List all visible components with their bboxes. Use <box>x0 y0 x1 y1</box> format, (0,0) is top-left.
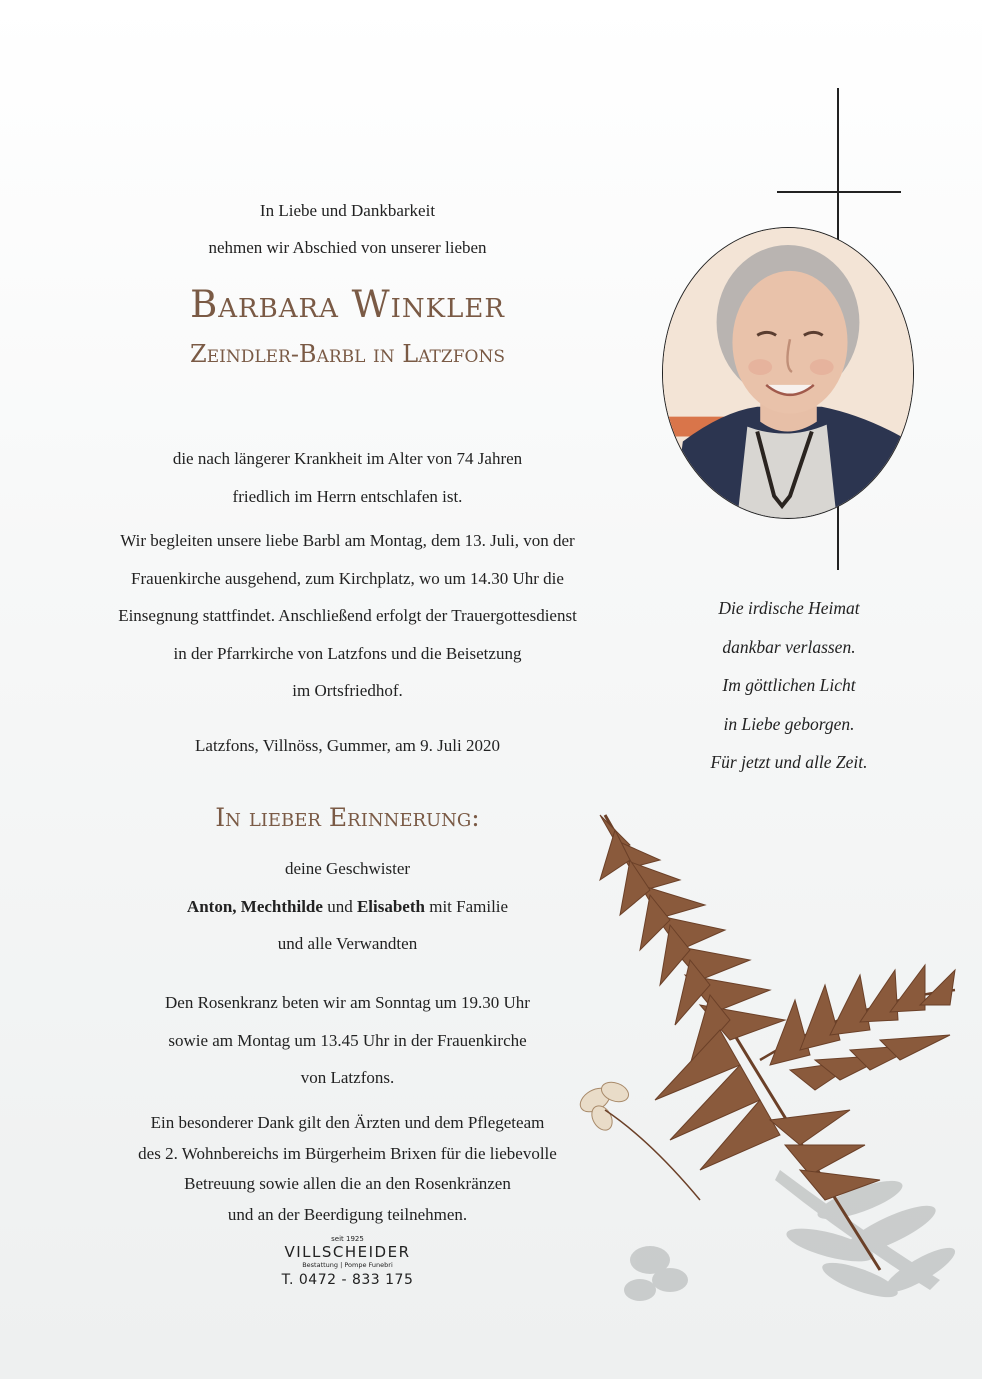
place-date-text: Latzfons, Villnöss, Gummer, am 9. Juli 2020 <box>195 736 500 755</box>
passing-line: friedlich im Herrn entschlafen ist. <box>232 487 463 506</box>
intro-line: In Liebe und Dankbarkeit <box>259 201 436 220</box>
funeral-line: Einsegnung stattfindet. Anschließend erfolgt der Trauergottesdienst <box>118 606 577 625</box>
funeral-home-logo <box>250 1235 445 1290</box>
funeral-line: Wir begleiten unsere liebe Barbl am Montag, dem 13. Juli, von der <box>120 531 575 550</box>
quote-line: Im göttlichen Licht <box>722 675 856 695</box>
portrait-illustration <box>663 228 913 518</box>
funeral-line: im Ortsfriedhof. <box>292 681 403 700</box>
intro-text <box>90 192 605 266</box>
mourners-suffix: mit Familie <box>429 896 509 916</box>
mourners-connector: und <box>327 896 353 916</box>
thanks-line: des 2. Wohnbereichs im Bürgerheim Brixen für die liebevolle <box>138 1143 557 1163</box>
mourners-line: deine Geschwister <box>284 859 411 878</box>
thanks-text <box>90 1108 605 1230</box>
mourner-name: Elisabeth <box>356 896 425 916</box>
logo-subtitle: Bestattung | Pompe Funebri <box>302 1261 393 1269</box>
rosary-line: sowie am Montag um 13.45 Uhr in der Frauenkirche <box>168 1030 527 1050</box>
funeral-line: Frauenkirche ausgehend, zum Kirchplatz, wo um 14.30 Uhr die <box>131 568 564 588</box>
thanks-line: und an der Beerdigung teilnehmen. <box>227 1204 468 1224</box>
quote-line: Für jetzt und alle Zeit. <box>710 752 868 772</box>
memorial-quote <box>660 589 918 782</box>
passing-line: die nach längerer Krankheit im Alter von 74 Jahren <box>172 449 523 468</box>
place-date <box>90 735 605 757</box>
logo-name: VILLSCHEIDER <box>284 1243 411 1261</box>
funeral-line: in der Pfarrkirche von Latzfons und die Beisetzung <box>173 643 522 663</box>
deceased-nickname: Zeindler-Barbl in Latzfons <box>190 340 505 368</box>
quote-line: dankbar verlassen. <box>722 636 856 657</box>
intro-line: nehmen wir Abschied von unserer lieben <box>208 238 487 257</box>
portrait-photo <box>662 227 914 519</box>
logo-since: seit 1925 <box>331 1235 364 1243</box>
memory-heading: In lieber Erinnerung: <box>215 803 480 832</box>
mourner-name: Mechthilde <box>240 896 323 916</box>
mourners <box>90 850 605 963</box>
quote-line: in Liebe geborgen. <box>723 713 855 734</box>
funeral-text <box>90 522 605 710</box>
mourners-names <box>90 888 605 926</box>
thanks-line: Betreuung sowie allen die an den Rosenkränzen <box>184 1174 511 1193</box>
deceased-name: Barbara Winkler <box>190 283 505 326</box>
rosary-line: von Latzfons. <box>300 1068 395 1087</box>
mourner-name: Anton, <box>186 896 237 916</box>
thanks-line: Ein besonderer Dank gilt den Ärzten und dem Pflegeteam <box>150 1113 545 1132</box>
mourners-line: und alle Verwandten <box>277 934 418 953</box>
logo-phone: T. 0472 - 833 175 <box>281 1272 414 1288</box>
passing-text <box>90 440 605 516</box>
rosary-line: Den Rosenkranz beten wir am Sonntag um 19.30 Uhr <box>165 993 530 1012</box>
quote-line: Die irdische Heimat <box>718 598 860 618</box>
fern-decoration <box>560 800 982 1379</box>
rosary-text <box>90 984 605 1097</box>
cross-icon-bar <box>777 191 901 193</box>
